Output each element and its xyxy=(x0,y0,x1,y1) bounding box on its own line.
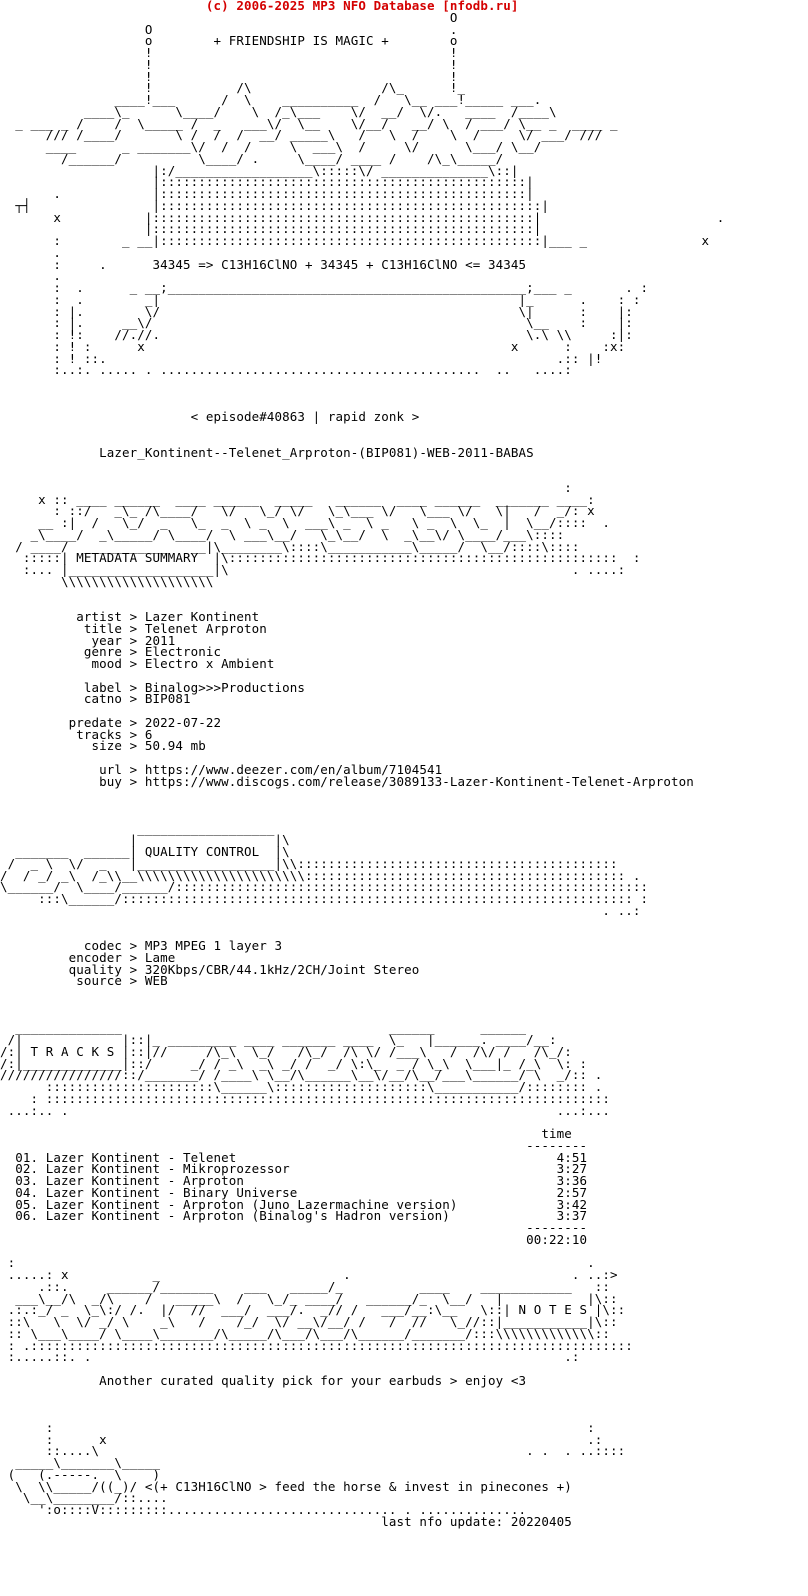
nfo-line: : ::/ _\_ /\____/ \/ \_/ \/ \_\___ \/ \___ \/ \| / _/: x xyxy=(0,503,595,519)
nfo-line: _____\_______\_____ xyxy=(0,1455,633,1470)
nfo-line: : |. \/ \| : |: xyxy=(0,303,633,319)
nfo-line: Lazer_Kontinent--Telenet_Arproton-(BIP081)-WEB-2011-BABAS xyxy=(0,444,534,460)
nfo-line: : !: //.//. \.\ \\ :|: xyxy=(0,327,633,342)
nfo-line: size > 50.94 mb xyxy=(0,738,206,754)
nfo-line: /______/ \____/ . \____/ ____ / /\_\_____/ xyxy=(0,150,504,166)
nfo-line: _\____/ _\_____/ \____/ \ ___\__/ \_\__/ \ _\__\/ \____/___\:::: xyxy=(0,526,565,542)
nfo-line: ':o::::V:::::::::.............................. . .............. xyxy=(0,1502,527,1517)
nfo-line: o + FRIENDSHIP IS MAGIC + o xyxy=(0,33,458,49)
nfo-line: __ :| / \_/ _ \_ _ \ _ \ ___\ _ \ _ \ _ \ \_ | \__/:::: . xyxy=(0,515,611,530)
nfo-line: : ! : x x : :x: xyxy=(0,338,626,354)
nfo-line xyxy=(0,458,724,470)
nfo-line: last nfo update: 20220405 xyxy=(0,1513,572,1529)
nfo-line: :::::| METADATA SUMMARY |\::::::::::::::::::::::::::::::::::::::::::::::::::: : xyxy=(0,550,641,566)
nfo-line: encoder > Lame xyxy=(0,949,176,965)
nfo-line: |::::::::::::::::::::::::::::::::::::::::::::::::| xyxy=(0,174,534,190)
nfo-line: year > 2011 xyxy=(0,632,176,648)
nfo-line: |:/__________________\:::::\/ ______________\::| xyxy=(0,162,519,178)
nfo-line: \______/ \____/______/:::::::::::::::::::::::::::::::::::::::::::::::::::::::::::::: xyxy=(0,879,649,895)
nfo-line: :::\______/::::::::::::::::::::::::::::::::::::::::::::::::::::::::::::::::::: : xyxy=(0,891,649,906)
nfo-line: ! ! xyxy=(0,68,458,84)
nfo-line: . ..: xyxy=(0,902,641,918)
nfo-line: genre > Electronic xyxy=(0,644,222,660)
nfo-line: x |::::::::::::::::::::::::::::::::::::::::::::::::::| . xyxy=(0,209,725,225)
nfo-line xyxy=(0,423,724,435)
nfo-line xyxy=(0,1398,724,1410)
nfo-line: . |::::::::::::::::::::::::::::::::::::::::::::::::| xyxy=(0,186,534,201)
nfo-line: : : xyxy=(0,1419,595,1435)
nfo-line: catno > BIP081 xyxy=(0,691,191,707)
nfodb-header: (c) 2006-2025 MP3 NFO Database [nfodb.ru] xyxy=(0,0,519,13)
nfo-line: 03. Lazer Kontinent - Arproton 3:36 xyxy=(0,1173,588,1188)
nfo-line: |::::::::::::::::::::::::::::::::::::::::::::::::::| xyxy=(0,221,542,237)
nfo-line: artist > Lazer Kontinent xyxy=(0,609,260,624)
nfo-line xyxy=(0,1387,724,1399)
nfo-line: : . _ __;_______________________________________________;___ _ . : xyxy=(0,280,649,295)
nfo-line xyxy=(0,917,724,929)
nfo-line: 01. Lazer Kontinent - Telenet 4:51 xyxy=(0,1149,588,1165)
nfo-line: ____!___ / \ __________ / \__ ___!_____ ___. xyxy=(0,92,542,107)
nfo-line: : :::::::::::::::::::::::::::::::::::::::::::::::::::::::::::::::::::::::::: xyxy=(0,1090,611,1106)
nfo-line: buy > https://www.discogs.com/release/3089133-Lazer-Kontinent-Telenet-Arproton xyxy=(0,773,694,789)
nfo-line: _______ ______| QUALITY CONTROL |\ xyxy=(0,844,290,859)
nfo-line: 05. Lazer Kontinent - Arproton (Juno Lazermachine version) 3:42 xyxy=(0,1196,588,1212)
nfo-line: :: \___\____/ \____\_______/\_____/\___/\___/\______/_______/:::\\\\\\\\\\\\\:: xyxy=(0,1325,611,1341)
nfo-line: ____ _ _______\/ / / \ ___\ / \/ \___/ \__/ xyxy=(0,139,542,154)
nfo-line: -------- xyxy=(0,1137,588,1153)
nfo-line: -------- xyxy=(0,1220,588,1235)
nfo-line: : xyxy=(0,479,572,495)
nfo-line: /// /____/ \ / / / __/ _____\ / \ / \ / \/ ___/ /// xyxy=(0,127,603,143)
nfo-line: : ! ::. .:: |! xyxy=(0,350,603,366)
nfo-line: O . xyxy=(0,21,458,37)
nfo-line: time xyxy=(0,1126,572,1141)
nfo-line: . xyxy=(0,244,62,260)
nfo-line: /| |::|_ _________ ____ _______ ____ \_ |______. ____/__: xyxy=(0,1032,557,1047)
nfo-line: x :: ____ ______ ____ ______ _____ ______ ____ ______ _______ ____: xyxy=(0,491,595,507)
nfo-line: : .::::::::::::::::::::::::::::::::::::::::::::::::::::::::::::::::::::::::::::::: xyxy=(0,1337,633,1353)
nfo-line: ___\__/\ _/\ / _____\ / \_/_ ____/ ______/_ \__/ | |\:: xyxy=(0,1290,618,1306)
nfo-line: ______________ ______ ______ xyxy=(0,1020,527,1036)
nfo-line: _ ___ _ / / \_____ / _ ___\/ \__ \/__/ __/ \ / ___/ \__ _ ____ _ xyxy=(0,115,618,131)
nfo-line: \ \\_____/((_)/ <(+ C13H16ClNO > feed the horse & invest in pinecones +) xyxy=(0,1478,572,1494)
nfo-line xyxy=(0,987,724,999)
nfo-line: < episode#40863 | rapid zonk > xyxy=(0,409,420,425)
nfo-line: \__\________/::.... xyxy=(0,1490,168,1506)
nfo-line: ____\_ \____/ \ /_\___ \/ __/ \/. ____ /____\ xyxy=(0,103,557,119)
nfo-line: / ____/ ___________ __|\________\::::\___________\_____/ \__/::::\:::: xyxy=(0,538,580,554)
nfo-line: /:|_____________|::/ _/ / _\ _\ _/ / _/ \:\_ _ / \_\ \___|_ /_\ \: : xyxy=(0,1055,588,1071)
nfo-line: ...:.. . ...:... xyxy=(0,1102,611,1118)
nfo-line xyxy=(0,799,724,811)
nfo-line: 02. Lazer Kontinent - Mikroprozessor 3:27 xyxy=(0,1161,588,1177)
nfo-line: .:.:_/ _ \_\:/ /. |/ // ___/ ___/. _// / ___/__:\__ \::| N O T E S |\:: xyxy=(0,1302,626,1318)
nfo-line: predate > 2022-07-22 xyxy=(0,714,222,730)
nfo-line xyxy=(0,588,724,600)
nfo-line: / / _/ _\ /_\\__\\\\\\\\\\\\\\\\\\\\\\:::::::::::::::::::::::::::::::::::::::::: . xyxy=(0,867,641,883)
nfo-line: : |. __\/ \__ : |: xyxy=(0,315,633,331)
nfo-line: ! /\ /\_ !_ xyxy=(0,80,466,96)
nfo-line: source > WEB xyxy=(0,973,168,989)
nfo-line: mood > Electro x Ambient xyxy=(0,656,275,671)
nfo-line xyxy=(0,388,724,400)
nfo-line: : . _| |_ . : : xyxy=(0,291,641,307)
nfo-line: ┬┤ |::::::::::::::::::::::::::::::::::::::::::::::::::| xyxy=(0,197,550,213)
nfo-line: codec > MP3 MPEG 1 layer 3 xyxy=(0,938,283,953)
nfo-line: ( (.-----. \ ) xyxy=(0,1466,161,1482)
nfo-line: ! ! xyxy=(0,56,458,72)
nfo-line: 00:22:10 xyxy=(0,1231,588,1247)
nfo-line: ////////////////::/_______/ /____\ \__/\______\__\/__/\__/___\______/ \ _/:: . xyxy=(0,1067,603,1083)
nfo-line: :... |___________________|\ . ....: xyxy=(0,562,626,577)
nfo-line: url > https://www.deezer.com/en/album/7104541 xyxy=(0,761,443,777)
nfo-line: /:| T R A C K S |::|// /\_\ \_/ /\_/ /\ \/ /___\ / /\/ / /\_/: xyxy=(0,1043,572,1059)
nfo-line: .::. ______/_______ ___ _____/_ ____ ____________ :: xyxy=(0,1278,611,1294)
nfo-line: Another curated quality pick for your earbuds > enjoy <3 xyxy=(0,1372,527,1388)
nfo-line: :..:. ..... . .......................................... .. ....: xyxy=(0,362,572,378)
nfo-line: title > Telenet Arproton xyxy=(0,620,267,636)
nfo-line: 06. Lazer Kontinent - Arproton (Binalog's Hadron version) 3:37 xyxy=(0,1208,588,1224)
nfo-line: : . 34345 => C13H16ClNO + 34345 + C13H16ClNO <= 34345 xyxy=(0,256,527,272)
nfo-line xyxy=(0,376,724,388)
nfo-line: O xyxy=(0,9,458,25)
nfo-line: | |\ xyxy=(0,832,290,848)
nfo-line: .....: x _ . . ..:> xyxy=(0,1267,618,1282)
nfo-line: __________________ xyxy=(0,820,275,836)
nfo-line: : _ __|::::::::::::::::::::::::::::::::::::::::::::::::::|___ _ x xyxy=(0,233,710,248)
nfo-line xyxy=(0,999,724,1011)
nfo-line: . xyxy=(0,268,62,284)
nfo-line: quality > 320Kbps/CBR/44.1kHz/2CH/Joint Stereo xyxy=(0,961,420,977)
nfo-line: ::\ \ \/ _/ \ _\ / /_/ \/ __\/__/ / / // \_//::|___________|\:: xyxy=(0,1314,618,1329)
nfo-line: ::::::::::::::::::::::\______\::::::::::::::::::::\___________/:::::::: . xyxy=(0,1079,603,1094)
nfo-line: ! ! xyxy=(0,45,458,60)
nfo-line: : . xyxy=(0,1255,595,1271)
nfo-line: :.....::. . .: xyxy=(0,1349,580,1365)
nfo-line xyxy=(0,787,724,799)
nfo-line: : x .: xyxy=(0,1431,603,1447)
nfo-line: label > Binalog>>>Productions xyxy=(0,679,306,695)
nfo-line: / _ \ \/ _ |__________________|\\:::::::::::::::::::::::::::::::::::::::::: xyxy=(0,855,618,871)
nfo-line: ::....\ . . . ..:::: xyxy=(0,1443,626,1459)
nfo-line: 04. Lazer Kontinent - Binary Universe 2:57 xyxy=(0,1184,588,1200)
nfo-line: \\\\\\\\\\\\\\\\\\\\ xyxy=(0,573,214,589)
nfo-line: tracks > 6 xyxy=(0,726,153,742)
